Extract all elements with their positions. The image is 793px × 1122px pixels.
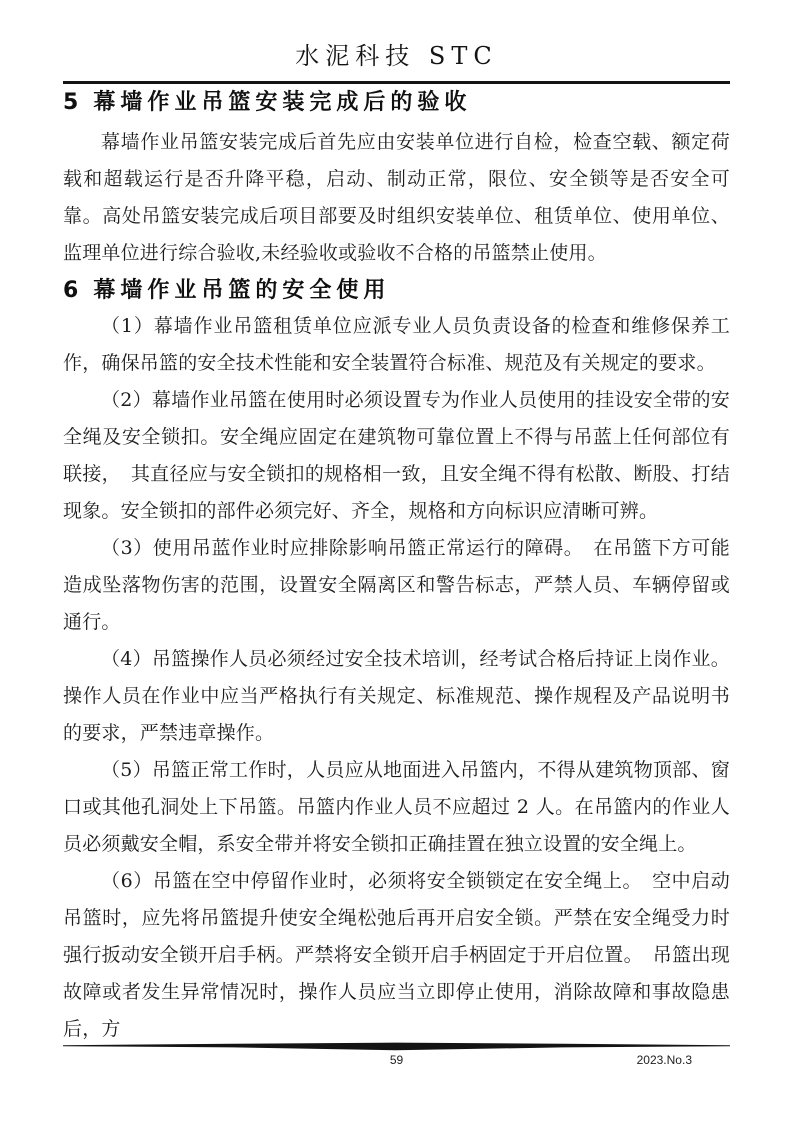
- header-rule: [63, 81, 730, 84]
- journal-title: 水泥科技 STC: [295, 42, 498, 70]
- section-5-paragraph-1: 幕墙作业吊篮安装完成后首先应由安装单位进行自检，检查空载、额定荷载和超载运行是否升降平稳，启动、制动正常，限位、安全锁等是否安全可靠。高处吊篮安装完成后项目部要及时组织安装单位、租赁单位、使用单位、监理单位进行综合验收,未经验收或验收不合格的吊篮禁止使用。: [63, 131, 730, 264]
- section-6-title: 幕墙作业吊篮的安全使用: [93, 278, 391, 303]
- section-6-paragraph-4: （4）吊篮操作人员必须经过安全技术培训，经考试合格后持证上岗作业。操作人员在作业中应当严格执行有关规定、标准规范、操作规程及产品说明书的要求，严禁违章操作。: [63, 648, 730, 744]
- page-number: 59: [389, 1053, 404, 1067]
- section-6-paragraph-1: （1）幕墙作业吊篮租赁单位应派专业人员负责设备的检查和维修保养工作，确保吊篮的安全技术性能和安全装置符合标准、规范及有关规定的要求。: [63, 315, 730, 374]
- section-5-title: 幕墙作业吊篮安装完成后的验收: [93, 90, 472, 115]
- issue-label: 2023.No.3: [636, 1053, 692, 1067]
- section-5-number: 5: [63, 90, 79, 115]
- section-6-number: 6: [63, 278, 79, 303]
- footer-row: [63, 1053, 730, 1068]
- section-6-paragraph-5: （5）吊篮正常工作时，人员应从地面进入吊篮内，不得从建筑物顶部、窗口或其他孔洞处上下吊篮。吊篮内作业人员不应超过 2 人。在吊篮内的作业人员必须戴安全帽，系安全带并将安全锁扣正确挂置在独立设置的安全绳上。: [63, 759, 730, 855]
- section-6-paragraph-3: （3）使用吊蓝作业时应排除影响吊篮正常运行的障碍。 在吊篮下方可能造成坠落物伤害的范围，设置安全隔离区和警告标志，严禁人员、车辆停留或通行。: [63, 537, 730, 633]
- page-header: [0, 0, 793, 84]
- document-body: [0, 88, 793, 1048]
- section-5-heading: [63, 88, 730, 118]
- page-footer: [63, 1042, 730, 1068]
- section-6-paragraph-6: （6）吊篮在空中停留作业时，必须将安全锁锁定在安全绳上。 空中启动吊篮时，应先将吊篮提升使安全绳松弛后再开启安全锁。严禁在安全绳受力时强行扳动安全锁开启手柄。严禁将安全锁开启手柄固定于开启位置。 吊篮出现故障或者发生异常情况时，操作人员应当立即停止使用，消除故障和事故隐患后，方: [63, 870, 730, 1040]
- section-6-paragraph-2: （2）幕墙作业吊篮在使用时必须设置专为作业人员使用的挂设安全带的安全绳及安全锁扣。安全绳应固定在建筑物可靠位置上不得与吊蓝上任何部位有联接， 其直径应与安全锁扣的规格相一致，且安全绳不得有松散、断股、打结现象。安全锁扣的部件必须完好、齐全，规格和方向标识应清晰可辨。: [63, 389, 730, 522]
- footer-rule: [63, 1042, 730, 1051]
- section-6-heading: [63, 276, 730, 306]
